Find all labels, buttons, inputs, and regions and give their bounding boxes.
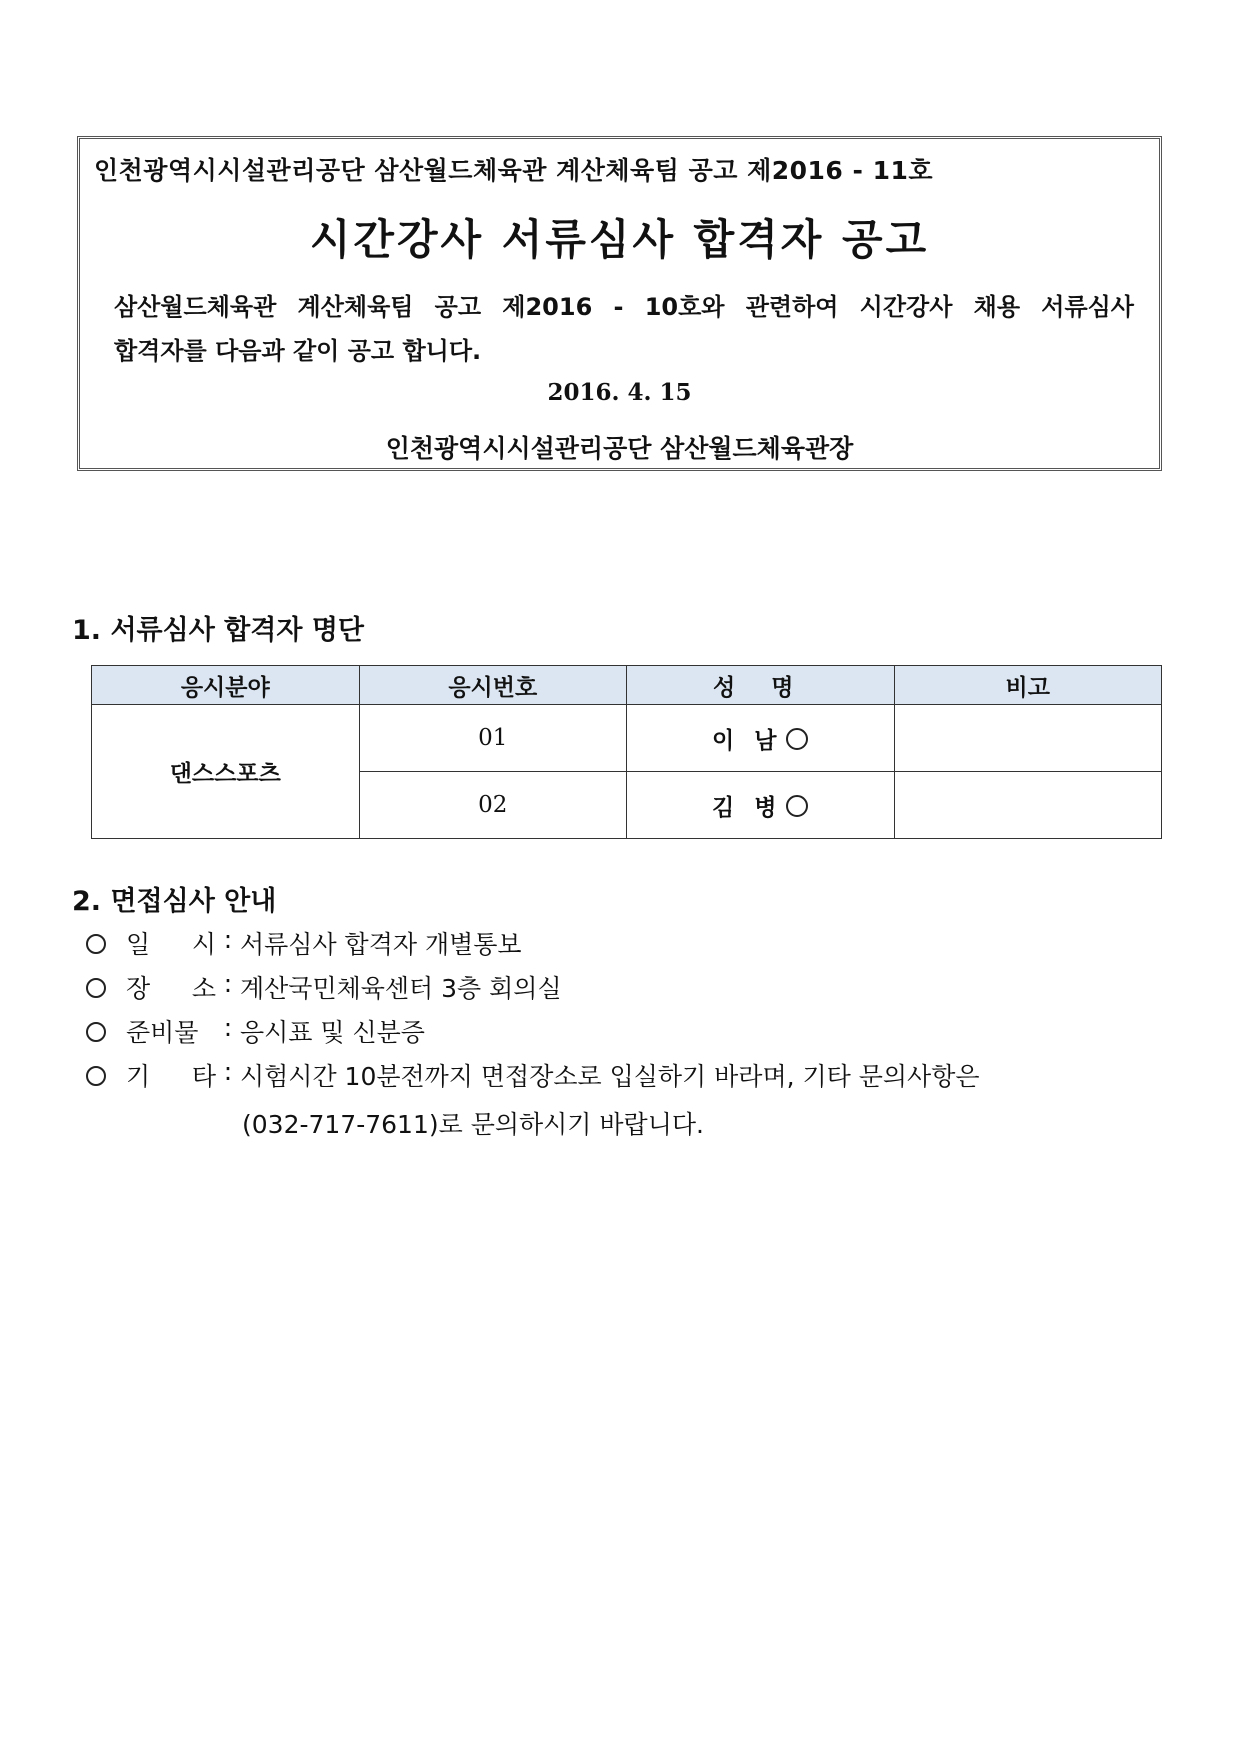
name-cell	[627, 772, 895, 839]
name-text: 이 남	[712, 727, 783, 754]
section-1-heading: 1. 서류심사 합격자 명단	[72, 615, 364, 646]
item-colon: :	[223, 969, 233, 998]
list-item	[86, 969, 980, 1013]
column-header-field: 응시분야	[92, 666, 360, 705]
item-colon: :	[223, 1013, 233, 1042]
masked-name-circle-icon	[786, 728, 808, 750]
list-item	[86, 1057, 980, 1101]
notice-body	[114, 285, 1134, 373]
column-header-name: 성 명	[627, 666, 895, 705]
circle-bullet-icon	[86, 978, 106, 998]
item-colon: :	[223, 925, 233, 954]
column-header-note: 비고	[894, 666, 1162, 705]
item-label: 기 타	[126, 1062, 216, 1091]
masked-name-circle-icon	[786, 795, 808, 817]
table-row	[92, 705, 1162, 772]
number-cell: 01	[359, 705, 627, 772]
item-label: 일 시	[126, 930, 216, 959]
notice-reference: 인천광역시시설관리공단 삼산월드체육관 계산체육팀 공고 제2016 - 11호	[94, 156, 934, 185]
circle-bullet-icon	[86, 1066, 106, 1086]
item-label: 장 소	[126, 974, 216, 1003]
circle-bullet-icon	[86, 1022, 106, 1042]
note-cell	[894, 772, 1162, 839]
table-header-row	[92, 666, 1162, 705]
number-cell: 02	[359, 772, 627, 839]
item-label: 준비물	[126, 1018, 199, 1047]
column-header-number: 응시번호	[359, 666, 627, 705]
field-cell: 댄스스포츠	[92, 705, 360, 839]
notice-box	[77, 136, 1162, 471]
notice-date: 2016. 4. 15	[547, 379, 692, 406]
passer-table	[91, 665, 1162, 839]
item-value: 계산국민체육센터 3층 회의실	[240, 974, 562, 1003]
notice-body-line-1: 삼산월드체육관 계산체육팀 공고 제2016 - 10호와 관련하여 시간강사 채용 서류심사	[114, 293, 1134, 321]
circle-bullet-icon	[86, 934, 106, 954]
interview-guide-list	[86, 925, 980, 1101]
item-colon: :	[223, 1057, 233, 1086]
notice-issuer: 인천광역시시설관리공단 삼산월드체육관장	[385, 434, 854, 463]
name-cell	[627, 705, 895, 772]
note-cell	[894, 705, 1162, 772]
item-value: 시험시간 10분전까지 면접장소로 입실하기 바라며, 기타 문의사항은	[240, 1062, 980, 1091]
item-value: 서류심사 합격자 개별통보	[240, 930, 522, 959]
notice-body-line-2: 합격자를 다음과 같이 공고 합니다.	[114, 337, 482, 365]
list-item	[86, 925, 980, 969]
contact-continuation: (032-717-7611)로 문의하시기 바랍니다.	[242, 1110, 704, 1139]
item-value: 응시표 및 신분증	[240, 1018, 425, 1047]
name-text: 김 병	[712, 794, 783, 821]
notice-title: 시간강사 서류심사 합격자 공고	[309, 215, 930, 264]
list-item	[86, 1013, 980, 1057]
section-2-heading: 2. 면접심사 안내	[72, 886, 277, 917]
